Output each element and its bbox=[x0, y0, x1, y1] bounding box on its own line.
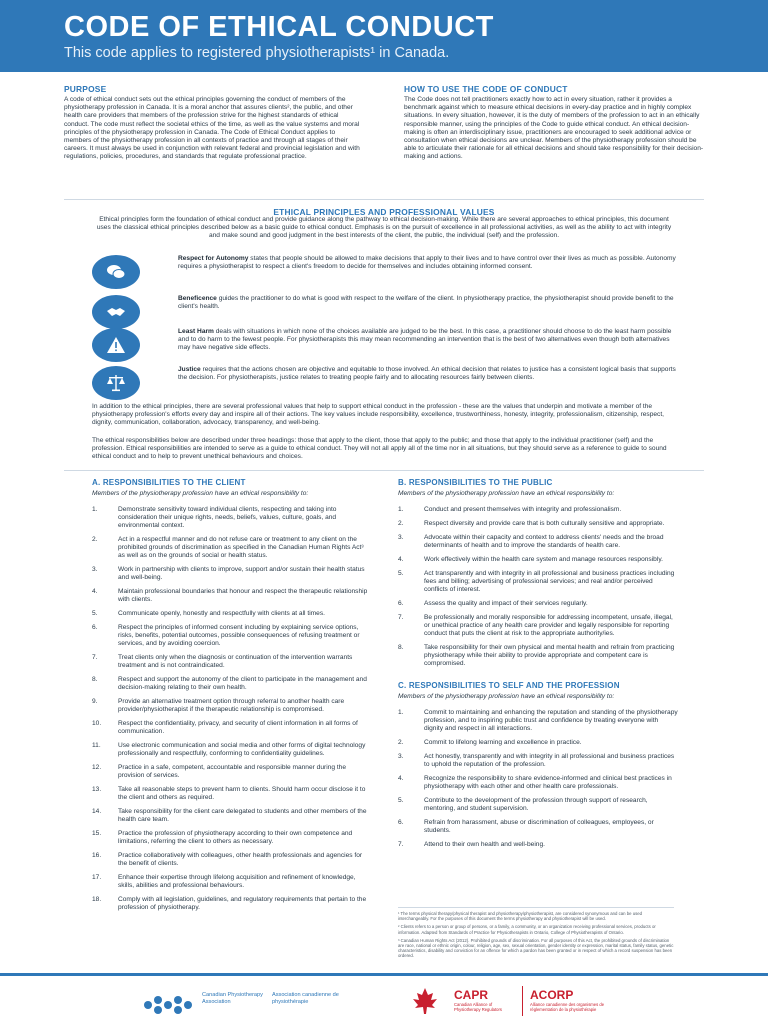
how-to-section bbox=[404, 84, 704, 162]
item-number: 18. bbox=[92, 896, 102, 903]
item-number: 15. bbox=[92, 830, 102, 837]
section-b bbox=[398, 478, 678, 674]
item-text: Communicate openly, honestly and respectfully with clients at all times. bbox=[118, 610, 325, 617]
item-number: 3. bbox=[398, 534, 404, 541]
item-text: Practice the profession of physiotherapy according to their own competence and limitations, referring the client to others as necessary. bbox=[118, 830, 353, 845]
list-item bbox=[398, 614, 678, 638]
item-number: 8. bbox=[92, 676, 98, 683]
list-item bbox=[398, 739, 678, 747]
title-banner bbox=[0, 0, 768, 72]
item-text: Enhance their expertise through lifelong acquisition and refinement of knowledge, skills, abilities and professional behaviours. bbox=[118, 874, 356, 889]
principle-name: Justice bbox=[178, 366, 201, 373]
footer-divider bbox=[0, 973, 768, 976]
item-number: 10. bbox=[92, 720, 102, 727]
list-item bbox=[398, 775, 678, 791]
item-text: Attend to their own health and well-being. bbox=[424, 841, 545, 848]
principle-name: Beneficence bbox=[178, 295, 217, 302]
list-item bbox=[398, 709, 678, 733]
list-item bbox=[92, 808, 372, 824]
list-item bbox=[92, 874, 372, 890]
item-text: Be professionally and morally responsible for addressing incompetent, unsafe, illegal, or unethical practice of any health care provider and legally responsible for reporting conduct that puts the client at risk to the appropriate authority/ies. bbox=[424, 614, 673, 637]
item-number: 4. bbox=[398, 556, 404, 563]
list-item bbox=[398, 534, 678, 550]
principle-text: requires that the actions chosen are objective and equitable to those involved. An ethical decision that relates to justice has a consistent logical basis that supports the decision. For physiotherapists, justice relates to treating people fairly and to allocating resources fairly between clients. bbox=[178, 366, 676, 382]
item-text: Demonstrate sensitivity toward individual clients, respecting and taking into consideration their unique rights, needs, beliefs, values, culture, goals, and environmental context. bbox=[118, 506, 337, 529]
cpa-name-en: Canadian Physiotherapy Association bbox=[202, 992, 263, 1005]
principle-name: Least Harm bbox=[178, 328, 214, 335]
warning-icon bbox=[92, 328, 140, 362]
section-c bbox=[398, 681, 678, 855]
list-item bbox=[398, 841, 678, 849]
footnotes bbox=[398, 907, 674, 962]
item-text: Treat clients only when the diagnosis or continuation of the intervention warrants treatment and is not contraindicated. bbox=[118, 654, 353, 669]
section-b-lead: Members of the physiotherapy profession have an ethical responsibility to: bbox=[398, 490, 615, 497]
principle-text: deals with situations in which none of the choices available are judged to be the best. In this case, a practitioner should choose to do the least harm possible and to do harm to the fewest people. For physiotherapists this may mean recommending an intervention that is the best of two alternatives even though both alternatives may have negative side effects. bbox=[178, 328, 672, 352]
page-subtitle: This code applies to registered physiotherapists¹ in Canada. bbox=[64, 45, 450, 61]
principle-text: guides the practitioner to do what is good with respect to the welfare of the client. In physiotherapy practice, the physiotherapist should provide benefit to the client's health. bbox=[178, 295, 674, 311]
item-number: 2. bbox=[92, 536, 98, 543]
list-item bbox=[92, 852, 372, 868]
item-number: 17. bbox=[92, 874, 102, 881]
item-text: Assess the quality and impact of their services regularly. bbox=[424, 600, 588, 607]
section-c-lead: Members of the physiotherapy profession have an ethical responsibility to: bbox=[398, 693, 615, 700]
cpa-mark-icon bbox=[140, 992, 196, 1018]
list-item bbox=[398, 506, 678, 514]
list-item bbox=[92, 720, 372, 736]
list-item bbox=[398, 520, 678, 528]
list-item bbox=[92, 830, 372, 846]
item-number: 1. bbox=[398, 709, 404, 716]
section-a-list bbox=[92, 506, 372, 912]
list-item bbox=[92, 676, 372, 692]
list-item bbox=[398, 570, 678, 594]
section-a-lead: Members of the physiotherapy profession have an ethical responsibility to: bbox=[92, 490, 309, 497]
list-item bbox=[92, 654, 372, 670]
intro-columns bbox=[64, 84, 704, 162]
cpa-logo bbox=[140, 990, 380, 1020]
item-number: 2. bbox=[398, 520, 404, 527]
capr-wordmark: CAPR bbox=[454, 988, 489, 1002]
item-number: 9. bbox=[92, 698, 98, 705]
section-c-list bbox=[398, 709, 678, 849]
item-text: Practice in a safe, competent, accountable and responsible manner during the provision of services. bbox=[118, 764, 346, 779]
item-number: 14. bbox=[92, 808, 102, 815]
item-text: Comply with all legislation, guidelines, and regulatory requirements that pertain to the profession of physiotherapy. bbox=[118, 896, 367, 911]
item-text: Advocate within their capacity and context to address clients' needs and the broad determinants of health and to improve the standards of health care. bbox=[424, 534, 664, 549]
item-text: Take all reasonable steps to prevent harm to clients. Should harm occur disclose it to the client and others as required. bbox=[118, 786, 366, 801]
principles-intro: Ethical principles form the foundation of ethical conduct and provide guidance along the pathway to ethical decision-making. While there are several approaches to ethical principles, this document uses the classical ethical principles described below as a basic guide to ethical conduct. Emphasis is on the pursuit of excellence in all professional activities, as well as the ability to act with integrity and make sound and good judgment in the best interests of the client, the public, the individual (self) and the profession. bbox=[96, 216, 672, 240]
responsibilities-text: The ethical responsibilities below are described under three headings: those that apply to the client, those that apply to the public; and those that apply to the individual practitioner (self) and the profession. Ethical responsibilities are intended to serve as a guide to ethical conduct. They will not all apply all of the time nor in all situations, but they should serve as a reference to guide to sound ethical conduct and to help to prevent unethical behaviours and choices. bbox=[92, 437, 667, 461]
capr-name: Canadian Alliance of Physiotherapy Regulators bbox=[454, 1002, 502, 1012]
item-number: 4. bbox=[398, 775, 404, 782]
item-text: Work in partnership with clients to improve, support and/or sustain their health status and well-being. bbox=[118, 566, 365, 581]
item-number: 3. bbox=[92, 566, 98, 573]
item-text: Refrain from harassment, abuse or discrimination of colleagues, employees, or students. bbox=[424, 819, 654, 834]
item-number: 11. bbox=[92, 742, 101, 749]
item-number: 5. bbox=[398, 797, 404, 804]
item-number: 6. bbox=[398, 600, 404, 607]
item-number: 16. bbox=[92, 852, 102, 859]
list-item bbox=[92, 698, 372, 714]
item-number: 5. bbox=[398, 570, 404, 577]
item-number: 7. bbox=[398, 841, 404, 848]
list-item bbox=[398, 819, 678, 835]
item-text: Respect the principles of informed consent including by explaining service options, risks, benefits, potential outcomes, possible consequences of refusing treatment or services, and by avoiding coercion. bbox=[118, 624, 360, 647]
item-text: Contribute to the development of the profession through support of research, mentoring, and student supervision. bbox=[424, 797, 648, 812]
page-title: CODE OF ETHICAL CONDUCT bbox=[64, 11, 494, 43]
item-text: Take responsibility for the client care delegated to students and other members of the health care team. bbox=[118, 808, 367, 823]
section-c-heading: C. RESPONSIBILITIES TO SELF AND THE PROFESSION bbox=[398, 681, 620, 690]
item-number: 12. bbox=[92, 764, 102, 771]
item-number: 6. bbox=[398, 819, 404, 826]
item-text: Practice collaboratively with colleagues, other health professionals and agencies for the benefit of clients. bbox=[118, 852, 363, 867]
how-to-heading: HOW TO USE THE CODE OF CONDUCT bbox=[404, 84, 568, 94]
capr-logo bbox=[404, 986, 704, 1020]
list-item bbox=[398, 644, 678, 668]
values-text: In addition to the ethical principles, there are several professional values that help to support ethical conduct in the profession - these are the values that underpin and motivate a member of the physiotherapy profession's efforts every day and inspire all of their actions. The key values include responsibility, excellence, trustworthiness, honesty, integrity, professionalism, citizenship, respect, dignity, communication, collaboration, advocacy, transparency, and well-being. bbox=[92, 403, 665, 427]
section-b-heading: B. RESPONSIBILITIES TO THE PUBLIC bbox=[398, 478, 553, 487]
divider bbox=[64, 199, 704, 200]
section-a bbox=[92, 478, 372, 918]
item-text: Respect and support the autonomy of the client to participate in the management and decision-making relating to their own health. bbox=[118, 676, 367, 691]
item-text: Commit to maintaining and enhancing the reputation and standing of the physiotherapy profession, and to inspiring public trust and confidence by treating everyone with dignity and respect in all interactions. bbox=[424, 709, 678, 732]
list-item bbox=[92, 506, 372, 530]
item-number: 5. bbox=[92, 610, 98, 617]
footnote: ¹ The terms physical therapy/physical therapist and physiotherapy/physiotherapist, are considered synonymous and can be used interchangeably. For the purposes of this document the terms physiotherapy and physiotherapist will be used. bbox=[398, 911, 643, 922]
principles-heading: ETHICAL PRINCIPLES AND PROFESSIONAL VALUES bbox=[273, 207, 495, 217]
item-number: 1. bbox=[92, 506, 98, 513]
list-item bbox=[92, 764, 372, 780]
chat-bubbles-icon bbox=[92, 255, 140, 289]
purpose-text: A code of ethical conduct sets out the ethical principles governing the conduct of members of the physiotherapy profession in Canada. It is a moral anchor that assures clients², the public, and other health care providers that members of the profession strive for the highest standards of ethical conduct. The code must reflect the societal ethics of the time, as well as the value systems and moral principles of the physiotherapy profession in Canada. The Code of Ethical Conduct applies to members of the physiotherapy profession in all contexts of practice and through all stages of their careers. It must always be used in conjunction with relevant federal and provincial legislation and with regulations, policies, procedures, and standards that regulate professional practice. bbox=[64, 96, 360, 161]
item-text: Take responsibility for their own physical and mental health and refrain from practicing physiotherapy while their ability to provide appropriate and competent care is compromised. bbox=[424, 644, 675, 667]
list-item bbox=[92, 566, 372, 582]
scales-icon bbox=[92, 366, 140, 400]
item-text: Conduct and present themselves with integrity and professionalism. bbox=[424, 506, 622, 513]
item-text: Provide an alternative treatment option through referral to another health care provider/physiotherapist if the therapeutic relationship is compromised. bbox=[118, 698, 345, 713]
item-number: 1. bbox=[398, 506, 404, 513]
item-text: Maintain professional boundaries that honour and respect the therapeutic relationship with clients. bbox=[118, 588, 368, 603]
item-number: 7. bbox=[92, 654, 98, 661]
item-number: 3. bbox=[398, 753, 404, 760]
list-item bbox=[398, 797, 678, 813]
list-item bbox=[92, 588, 372, 604]
logo-separator bbox=[522, 986, 523, 1016]
item-text: Act honestly, transparently and with integrity in all professional and business practices to uphold the reputation of the profession. bbox=[424, 753, 675, 768]
list-item bbox=[398, 600, 678, 608]
item-number: 7. bbox=[398, 614, 404, 621]
footnote: ³ Canadian Human Rights Act (2012). Prohibited grounds of discrimination. For all purposes of this Act, the prohibited grounds of discrimination are race, national or ethnic origin, colour, religion, age, sex, sexual orientation, gender identity or expression, marital status, family status, genetic characteristics, disability and conviction for an offence for which a pardon has been granted or in respect of which a record suspension has been ordered. bbox=[398, 937, 674, 959]
purpose-section bbox=[64, 84, 364, 162]
item-number: 6. bbox=[92, 624, 98, 631]
footnote: ² Clients refers to a person or group of persons, or a family, a community, or an organization receiving professional services, products or information. Adapted from Standards of Practice for Physiotherapists in Ontario, College of Physiotherapists of Ontario. bbox=[398, 924, 656, 935]
cpa-name-fr: Association canadienne de physiothérapie bbox=[272, 992, 339, 1005]
purpose-heading: PURPOSE bbox=[64, 84, 107, 94]
principle-text: states that people should be allowed to make decisions that apply to their lives and to have control over their lives as much as possible. Autonomy requires a physiotherapist to respect a client's freedom to decide for themselves and includes obtaining informed consent. bbox=[178, 255, 676, 271]
section-b-list bbox=[398, 506, 678, 668]
list-item bbox=[92, 742, 372, 758]
section-a-heading: A. RESPONSIBILITIES TO THE CLIENT bbox=[92, 478, 246, 487]
item-text: Respect diversity and provide care that is both culturally sensitive and appropriate. bbox=[424, 520, 665, 527]
item-text: Act transparently and with integrity in all professional and business practices including fees and billing; advertising of professional services; and real and/or perceived conflicts of interest. bbox=[424, 570, 675, 593]
acorp-name: Alliance canadienne des organismes de réglementation de la physiothérapie bbox=[530, 1002, 605, 1012]
handshake-icon bbox=[92, 295, 140, 329]
list-item bbox=[398, 753, 678, 769]
list-item bbox=[92, 786, 372, 802]
item-text: Act in a respectful manner and do not refuse care or treatment to any client on the prohibited grounds of discrimination as specified in the Canadian Human Rights Act³ as well as on the grounds of social or health status. bbox=[118, 536, 364, 559]
acorp-wordmark: ACORP bbox=[530, 988, 574, 1002]
item-text: Respect the confidentiality, privacy, and security of client information in all forms of communication. bbox=[118, 720, 358, 735]
item-text: Use electronic communication and social media and other forms of digital technology professionally and respectfully, conforming to confidentiality guidelines. bbox=[118, 742, 366, 757]
maple-leaf-icon bbox=[404, 986, 446, 1016]
list-item bbox=[398, 556, 678, 564]
item-number: 2. bbox=[398, 739, 404, 746]
item-text: Recognize the responsibility to share evidence-informed and clinical best practices in physiotherapy with each other and other health care professionals. bbox=[424, 775, 672, 790]
item-text: Commit to lifelong learning and excellence in practice. bbox=[424, 739, 582, 746]
item-text: Work effectively within the health care system and manage resources responsibly. bbox=[424, 556, 663, 563]
how-to-text: The Code does not tell practitioners exactly how to act in every situation, rather it provides a benchmark against which to measure ethical decisions in every-day practice and in highly complex situations. In every situation, however, it is the duty of members of the profession to act in an ethically responsible manner, using the principles of the Code to guide ethical conduct. An ethical decision-making is often an interdisciplinary issue, practitioners are encouraged to seek additional advice or consultation when ethical decisions are unclear. Members of the physiotherapy profession should be able to articulate their rationale for all ethical decisions and should take responsibility for their decision-making and actions. bbox=[404, 96, 704, 161]
list-item bbox=[92, 536, 372, 560]
principle-name: Respect for Autonomy bbox=[178, 255, 249, 262]
item-number: 4. bbox=[92, 588, 98, 595]
item-number: 8. bbox=[398, 644, 404, 651]
list-item bbox=[92, 896, 372, 912]
item-number: 13. bbox=[92, 786, 102, 793]
list-item bbox=[92, 610, 372, 618]
divider bbox=[64, 470, 704, 471]
list-item bbox=[92, 624, 372, 648]
